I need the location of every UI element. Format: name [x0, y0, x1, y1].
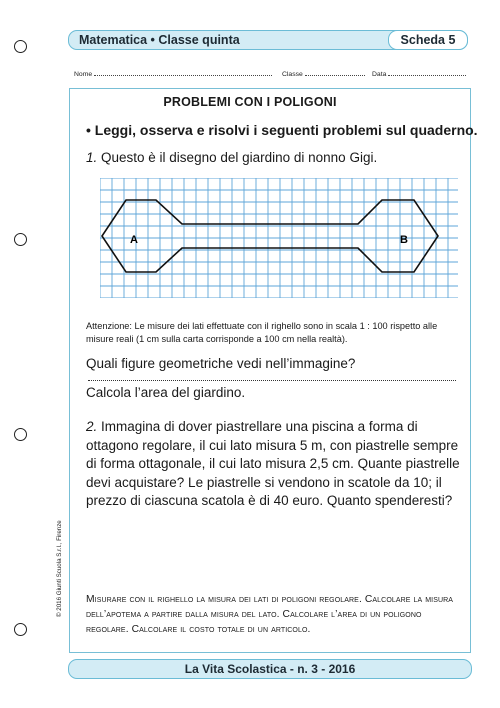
answer-line[interactable]: [88, 380, 456, 381]
question-area: Calcola l’area del giardino.: [86, 385, 246, 400]
label-b: B: [400, 234, 408, 246]
problem-2-text: Immagina di dover piastrellare una piscina a forma di ottagono regolare, il cui lato misura 5 m, con piastrelle sempre di forma ottagonale, il cui lato misura 2,5 cm. Quante piastrelle devi acquistare? Le piastrelle si vendono in scatole da 10; il prezzo di ciascuna scatola è di 40 euro. Quanto spenderesti?: [86, 419, 460, 508]
header-bar: [68, 30, 468, 50]
problem-1: [86, 150, 377, 165]
sheet-number-tab: Scheda 5: [388, 30, 468, 50]
problem-1-text: Questo è il disegno del giardino di nonno Gigi.: [97, 150, 378, 165]
date-label: Data: [372, 71, 387, 78]
binder-hole-3: [14, 428, 27, 441]
copyright-text: © 2016 Giunti Scuola S.r.l., Firenze: [56, 520, 63, 617]
scale-note: Attenzione: Le misure dei lati effettuate con il righello sono in scala 1 : 100 rispetto alle misure reali (1 cm sulla carta corrisponde a 100 cm nella realtà).: [86, 321, 438, 344]
name-field[interactable]: [74, 68, 272, 78]
binder-hole-1: [14, 40, 27, 53]
binder-hole-4: [14, 623, 27, 636]
problem-2: [86, 418, 462, 511]
garden-figure: [100, 178, 458, 298]
student-fields: [74, 68, 470, 80]
binder-hole-2: [14, 233, 27, 246]
date-field[interactable]: [372, 68, 466, 78]
class-field[interactable]: [282, 68, 365, 78]
learning-objectives: Misurare con il righello la misura dei lati di poligoni regolare. Calcolare la misura dell’apotema a partire dalla misura del lato. Calcolare l’area di un poligono regolare. Calcolare il costo totale di un articolo.: [86, 594, 454, 635]
worksheet-title: PROBLEMI CON I POLIGONI: [163, 95, 337, 109]
problem-2-number: 2.: [86, 419, 98, 434]
question-figures: Quali figure geometriche vedi nell’immagine?: [86, 356, 356, 371]
subject-label: Matematica • Classe quinta: [79, 33, 240, 47]
name-label: Nome: [74, 71, 93, 78]
footer-bar: La Vita Scolastica - n. 3 - 2016: [68, 659, 472, 679]
instruction-text: • Leggi, osserva e risolvi i seguenti problemi sul quaderno.: [86, 122, 478, 138]
class-label: Classe: [282, 71, 303, 78]
problem-1-number: 1.: [86, 150, 98, 165]
label-a: A: [130, 234, 138, 246]
